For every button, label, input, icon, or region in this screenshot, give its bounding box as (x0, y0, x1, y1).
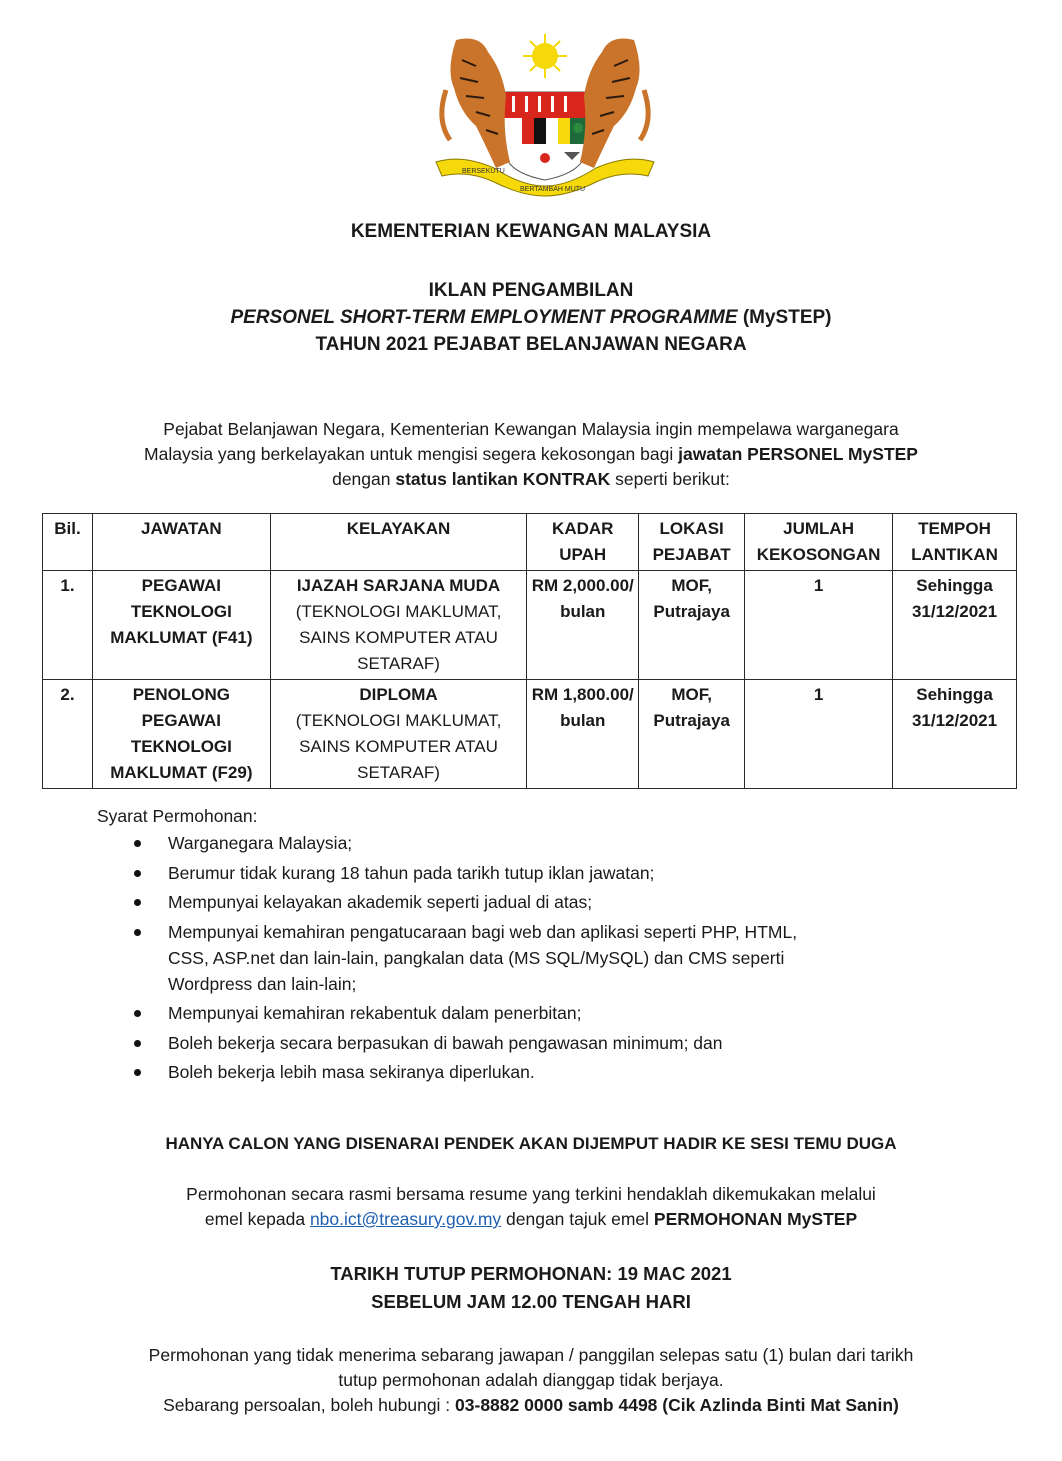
cell-bil: 2. (43, 680, 93, 789)
list-item (120, 1059, 840, 1085)
closing-time: SEBELUM JAM 12.00 TENGAH HARI (371, 1291, 691, 1312)
intro-line-3 (0, 467, 1062, 492)
table-row (43, 571, 1017, 680)
requirement-text: Mempunyai kemahiran pengatucaraan bagi web dan aplikasi seperti PHP, HTML, CSS, ASP.net dan lain-lain, pangkalan data (MS SQL/MySQL) dan CMS seperti Wordpress dan lain-lain; (168, 921, 798, 994)
vacancy-table (42, 513, 1017, 789)
cell-lokasi: MOF, Putrajaya (639, 571, 745, 680)
requirement-text: Warganegara Malaysia; (168, 833, 353, 853)
col-header-kelayakan: KELAYAKAN (270, 514, 527, 571)
list-item (120, 919, 840, 997)
cell-kelayakan (270, 680, 527, 789)
table-header-row (43, 514, 1017, 571)
cell-lokasi: MOF, Putrajaya (639, 680, 745, 789)
email-link[interactable]: nbo.ict@treasury.gov.my (309, 1209, 502, 1229)
apply-text: emel kepada (204, 1209, 310, 1229)
cell-tempoh: Sehingga 31/12/2021 (893, 571, 1017, 680)
list-item (120, 889, 840, 915)
contact-info: 03-8882 0000 samb 4498 (Cik Azlinda Binti Mat Sanin) (455, 1395, 899, 1415)
application-instructions (0, 1182, 1062, 1232)
col-header-tempoh: TEMPOH LANTIKAN (893, 514, 1017, 571)
intro-bold: status lantikan KONTRAK (395, 469, 611, 489)
qualification-detail: (TEKNOLOGI MAKLUMAT, SAINS KOMPUTER ATAU SETARAF) (295, 602, 502, 673)
col-header-lokasi: LOKASI PEJABAT (639, 514, 745, 571)
bullet-icon (134, 929, 141, 936)
requirement-text: Boleh bekerja lebih masa sekiranya diperlukan. (168, 1062, 535, 1082)
qualification-title: DIPLOMA (359, 685, 438, 704)
programme-acronym: (MySTEP) (737, 307, 832, 328)
cell-jawatan: PENOLONG PEGAWAI TEKNOLOGI MAKLUMAT (F29) (92, 680, 270, 789)
list-item (120, 1030, 840, 1056)
email-subject: PERMOHONAN MySTEP (653, 1209, 858, 1229)
requirement-text: Mempunyai kelayakan akademik seperti jadual di atas; (168, 892, 593, 912)
requirements-list (120, 830, 840, 1089)
list-item (120, 1000, 840, 1026)
footer-text: Sebarang persoalan, boleh hubungi : (163, 1395, 456, 1415)
cell-kadar-upah: RM 2,000.00/ bulan (527, 571, 639, 680)
bullet-icon (134, 1010, 141, 1017)
list-item (120, 830, 840, 856)
intro-text: seperti berikut: (610, 469, 730, 489)
programme-name: PERSONEL SHORT-TERM EMPLOYMENT PROGRAMME (230, 307, 738, 328)
cell-kadar-upah: RM 1,800.00/ bulan (527, 680, 639, 789)
cell-tempoh: Sehingga 31/12/2021 (893, 680, 1017, 789)
cell-jumlah: 1 (745, 571, 893, 680)
year-office-title: TAHUN 2021 PEJABAT BELANJAWAN NEGARA (315, 334, 747, 355)
apply-line-1: Permohonan secara rasmi bersama resume yang terkini hendaklah dikemukakan melalui (186, 1184, 876, 1204)
requirement-text: Mempunyai kemahiran rekabentuk dalam penerbitan; (168, 1003, 582, 1023)
cell-bil: 1. (43, 571, 93, 680)
bullet-icon (134, 870, 141, 877)
table-row (43, 680, 1017, 789)
requirement-text: Berumur tidak kurang 18 tahun pada tarikh tutup iklan jawatan; (168, 862, 655, 883)
cell-kelayakan (270, 571, 527, 680)
qualification-detail: (TEKNOLOGI MAKLUMAT, SAINS KOMPUTER ATAU SETARAF) (295, 711, 502, 782)
ministry-title: KEMENTERIAN KEWANGAN MALAYSIA (350, 221, 712, 242)
intro-paragraph (0, 417, 1062, 492)
malaysia-coat-of-arms-icon (432, 30, 658, 198)
svg-text:BERSEKUTU: BERSEKUTU (462, 168, 505, 175)
bullet-icon (134, 899, 141, 906)
programme-title (0, 307, 1062, 329)
footer-line-1: Permohonan yang tidak menerima sebarang jawapan / panggilan selepas satu (1) bulan dari tarikh (148, 1345, 914, 1365)
bullet-icon (134, 840, 141, 847)
shortlist-notice: HANYA CALON YANG DISENARAI PENDEK AKAN DIJEMPUT HADIR KE SESI TEMU DUGA (165, 1134, 897, 1153)
col-header-bil: Bil. (43, 514, 93, 571)
qualification-title: IJAZAH SARJANA MUDA (296, 576, 501, 595)
intro-line-1: Pejabat Belanjawan Negara, Kementerian Kewangan Malaysia ingin mempelawa warganegara (163, 419, 899, 439)
col-header-kadar-upah: KADAR UPAH (527, 514, 639, 571)
intro-line-2 (0, 442, 1062, 467)
apply-line-2 (0, 1207, 1062, 1232)
requirements-title: Syarat Permohonan: (97, 806, 258, 826)
cell-jumlah: 1 (745, 680, 893, 789)
list-item (120, 860, 840, 886)
closing-date: TARIKH TUTUP PERMOHONAN: 19 MAC 2021 (330, 1263, 732, 1284)
cell-jawatan: PEGAWAI TEKNOLOGI MAKLUMAT (F41) (92, 571, 270, 680)
ad-title: IKLAN PENGAMBILAN (428, 280, 634, 301)
apply-text: dengan tajuk emel (501, 1209, 654, 1229)
col-header-jumlah: JUMLAH KEKOSONGAN (745, 514, 893, 571)
intro-text: dengan (332, 469, 396, 489)
intro-text: Malaysia yang berkelayakan untuk mengisi segera kekosongan bagi (144, 444, 679, 464)
bullet-icon (134, 1040, 141, 1047)
bullet-icon (134, 1069, 141, 1076)
footer-line-2: tutup permohonan adalah dianggap tidak berjaya. (338, 1370, 724, 1390)
col-header-jawatan: JAWATAN (92, 514, 270, 571)
intro-bold: jawatan PERSONEL MySTEP (678, 444, 918, 464)
svg-text:BERTAMBAH MUTU: BERTAMBAH MUTU (520, 186, 586, 193)
footer-notes (0, 1343, 1062, 1418)
footer-line-3 (0, 1393, 1062, 1418)
requirement-text: Boleh bekerja secara berpasukan di bawah pengawasan minimum; dan (168, 1032, 723, 1053)
